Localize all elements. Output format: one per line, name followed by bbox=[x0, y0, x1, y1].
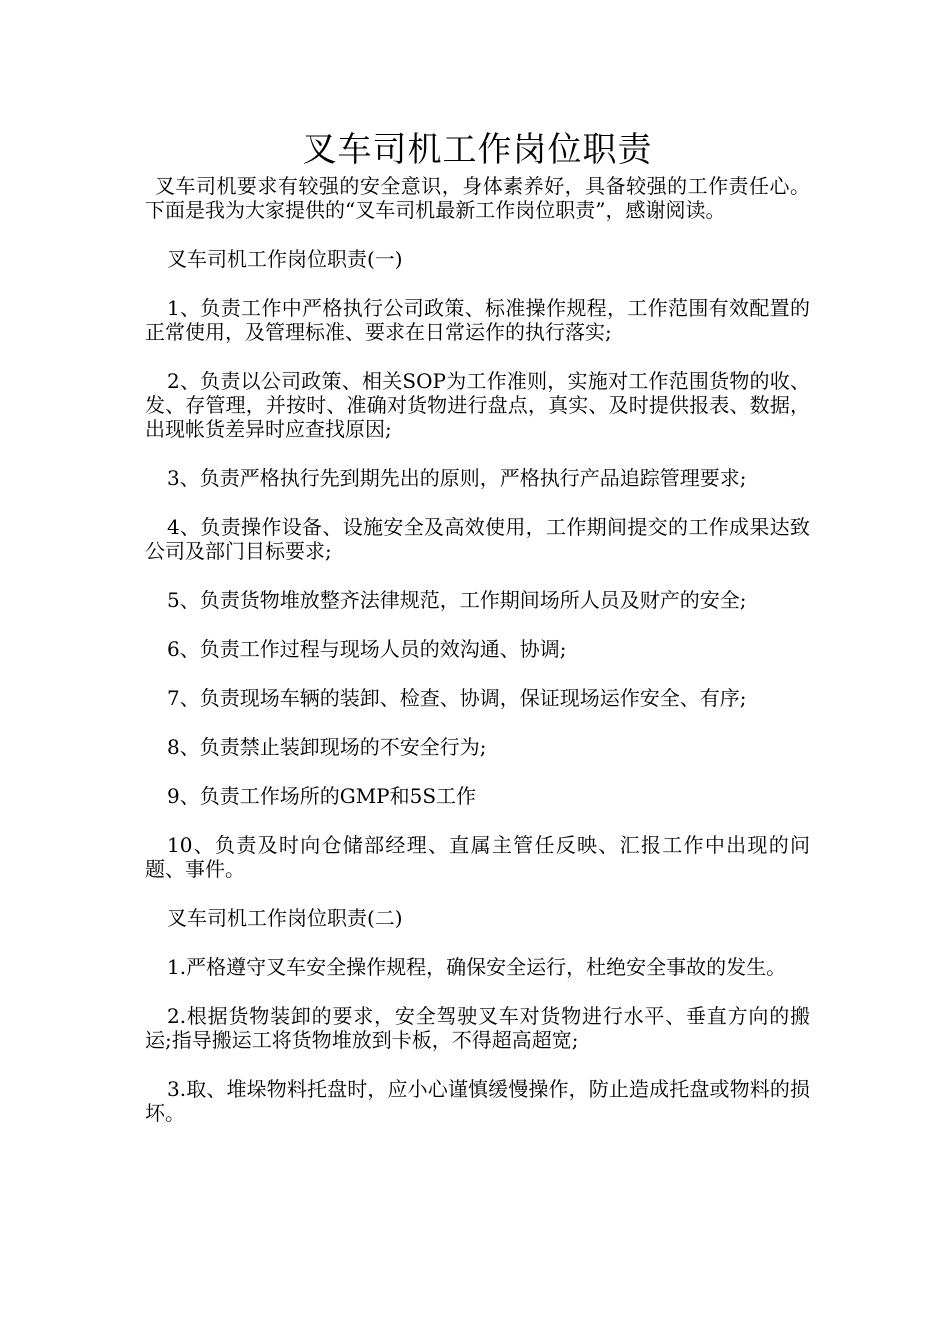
duty-item-1-5: 5、负责货物堆放整齐法律规范，工作期间场所人员及财产的安全; bbox=[167, 588, 747, 612]
duty-item-1-4: 4、负责操作设备、设施安全及高效使用，工作期间提交的工作成果达致公司及部门目标要求; bbox=[145, 515, 810, 563]
document-title: 叉车司机工作岗位职责 bbox=[302, 130, 653, 170]
duty-item-1-7: 7、负责现场车辆的装卸、检查、协调，保证现场运作安全、有序; bbox=[167, 686, 747, 710]
section-heading-1: 叉车司机工作岗位职责(一) bbox=[167, 247, 403, 271]
duty-item-1-8: 8、负责禁止装卸现场的不安全行为; bbox=[167, 735, 487, 759]
duty-item-2-1: 1.严格遵守叉车安全操作规程，确保安全运行，杜绝安全事故的发生。 bbox=[167, 955, 787, 979]
duty-item-2-2: 2.根据货物装卸的要求，安全驾驶叉车对货物进行水平、垂直方向的搬运;指导搬运工将货物堆放到卡板，不得超高超宽; bbox=[145, 1004, 810, 1052]
section-heading-2: 叉车司机工作岗位职责(二) bbox=[167, 906, 403, 930]
duty-item-1-2: 2、负责以公司政策、相关SOP为工作准则，实施对工作范围货物的收、发、存管理，并按时、准确对货物进行盘点，真实、及时提供报表、数据，出现帐货差异时应查找原因; bbox=[145, 369, 810, 441]
duty-item-1-6: 6、负责工作过程与现场人员的效沟通、协调; bbox=[167, 637, 567, 661]
intro-paragraph: 叉车司机要求有较强的安全意识，身体素养好，具备较强的工作责任心。下面是我为大家提供的“叉车司机最新工作岗位职责”，感谢阅读。 bbox=[145, 174, 810, 222]
duty-item-1-1: 1、负责工作中严格执行公司政策、标准操作规程，工作范围有效配置的正常使用，及管理标准、要求在日常运作的执行落实; bbox=[145, 296, 810, 344]
duty-item-1-10: 10、负责及时向仓储部经理、直属主管任反映、汇报工作中出现的问题、事件。 bbox=[145, 833, 810, 881]
duty-item-1-9: 9、负责工作场所的GMP和5S工作 bbox=[167, 784, 477, 808]
duty-item-1-3: 3、负责严格执行先到期先出的原则，严格执行产品追踪管理要求; bbox=[167, 466, 747, 490]
duty-item-2-3: 3.取、堆垛物料托盘时，应小心谨慎缓慢操作，防止造成托盘或物料的损坏。 bbox=[145, 1077, 810, 1125]
document-page bbox=[145, 0, 810, 1125]
